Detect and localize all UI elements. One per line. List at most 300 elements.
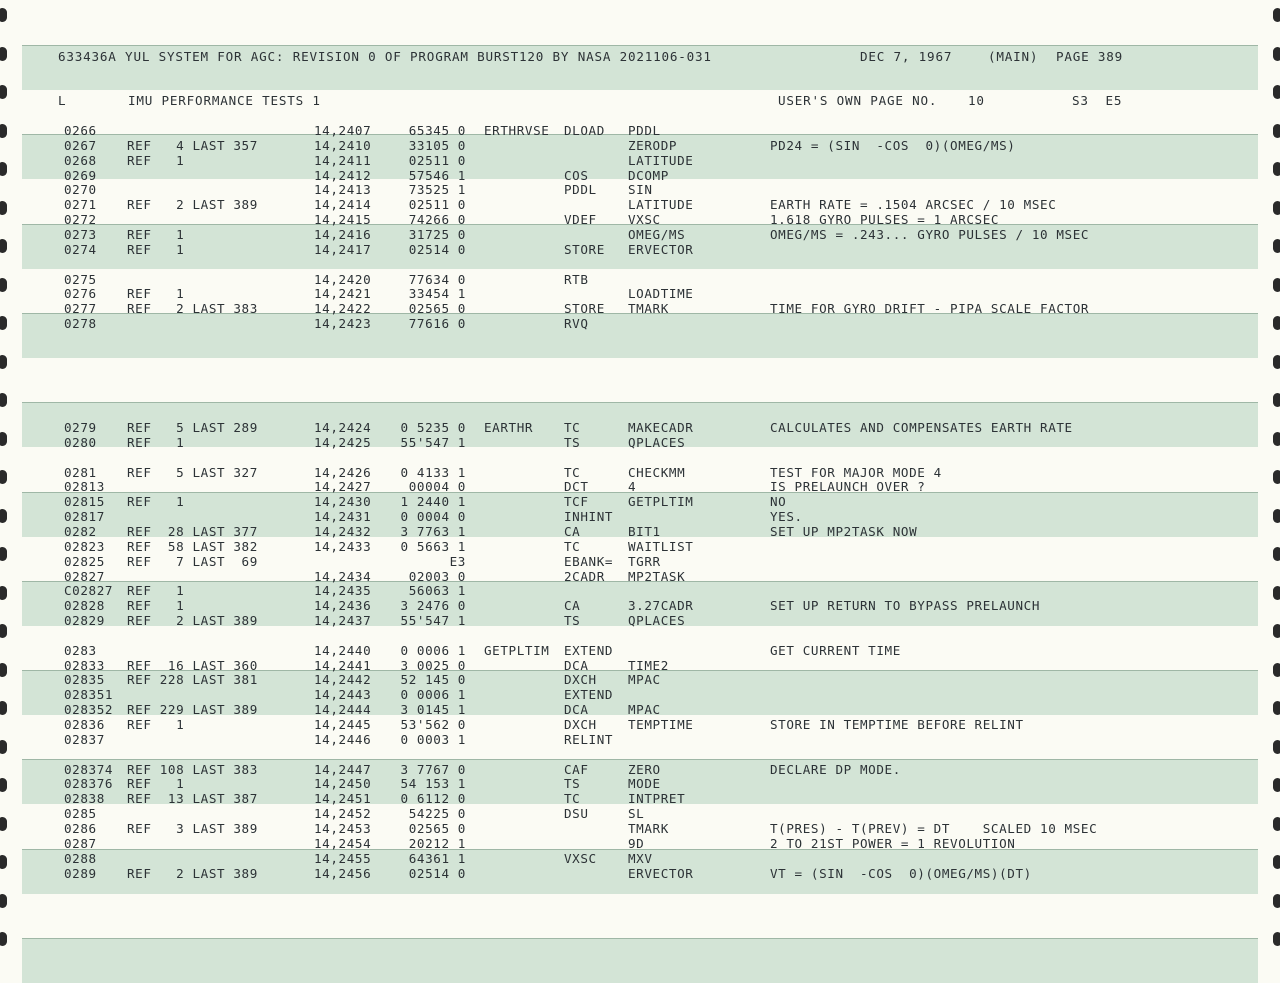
page-subheader [22, 93, 1258, 108]
row-card: 0272 [64, 212, 97, 228]
row-op: RVQ [564, 316, 589, 332]
row-operand: ZERO [628, 761, 661, 777]
row-ref: REF 2 LAST 389 [127, 865, 258, 881]
row-op: CA [564, 598, 581, 614]
listing-row [22, 242, 1258, 257]
row-ref: REF 1 [127, 598, 185, 614]
row-code: E3 [449, 553, 466, 569]
row-addr: 14,2447 [314, 761, 372, 777]
feed-hole [0, 162, 7, 176]
row-addr: 14,2420 [314, 271, 372, 287]
row-code: 77616 0 [408, 316, 466, 332]
row-addr: 14,2453 [314, 820, 372, 836]
feed-hole [1273, 932, 1280, 946]
row-card: 0268 [64, 152, 97, 168]
row-operand: LOADTIME [628, 286, 694, 302]
row-addr: 14,2442 [314, 672, 372, 688]
row-card: 02837 [64, 731, 105, 747]
row-ref: REF 1 [127, 434, 185, 450]
row-ref: REF 1 [127, 776, 185, 792]
feed-hole [0, 624, 7, 638]
row-operand: MPAC [628, 702, 661, 718]
row-card: 0267 [64, 137, 97, 153]
feed-hole [0, 124, 7, 138]
row-operand: CHECKMM [628, 464, 686, 480]
printout-page [22, 0, 1258, 959]
listing-row [22, 524, 1258, 539]
row-addr: 14,2446 [314, 731, 372, 747]
row-card: 028376 [64, 776, 114, 792]
row-code: 02511 0 [408, 152, 466, 168]
row-addr: 14,2441 [314, 657, 372, 673]
row-addr: 14,2431 [314, 509, 372, 525]
row-addr: 14,2415 [314, 212, 372, 228]
row-operand: QPLACES [628, 613, 686, 629]
row-addr: 14,2437 [314, 613, 372, 629]
row-code: 0 0003 1 [400, 731, 466, 747]
row-operand: MODE [628, 776, 661, 792]
row-label: ERTHRVSE [484, 123, 550, 138]
feed-hole [1273, 509, 1280, 523]
row-code: 0 0006 1 [400, 642, 466, 658]
row-card: 0269 [64, 167, 97, 183]
left-tractor-feed [0, 0, 16, 959]
row-comment: 1.618 GYRO PULSES = 1 ARCSEC [770, 212, 1000, 228]
users-page-number: 10 [968, 93, 985, 108]
feed-hole [1273, 124, 1280, 138]
feed-hole [0, 355, 7, 369]
listing-row [22, 361, 1258, 376]
row-code: 53'562 0 [400, 717, 466, 732]
row-op: EXTEND [564, 642, 614, 658]
feed-hole [0, 740, 7, 754]
row-operand: BIT1 [628, 523, 661, 539]
row-addr: 14,2454 [314, 835, 372, 851]
row-card: 0270 [64, 182, 97, 198]
subheader-codes: S3 E5 [1072, 93, 1123, 108]
row-addr: 14,2427 [314, 479, 372, 495]
row-op: PDDL [564, 182, 597, 198]
row-addr: 14,2424 [314, 420, 372, 435]
row-comment: 2 TO 21ST POWER = 1 REVOLUTION [770, 835, 1016, 851]
row-code: 1 2440 1 [400, 494, 466, 510]
row-op: VDEF [564, 212, 597, 228]
row-operand: WAITLIST [628, 538, 694, 554]
row-op: DSU [564, 806, 589, 822]
row-card: C02827 [64, 583, 114, 599]
row-op: VXSC [564, 850, 597, 866]
row-op: TCF [564, 494, 589, 510]
listing-row [22, 257, 1258, 272]
row-op: TC [564, 538, 581, 554]
row-ref: REF 1 [127, 226, 185, 242]
row-code: 02514 0 [408, 241, 466, 257]
row-card: 02838 [64, 791, 105, 807]
row-addr: 14,2413 [314, 182, 372, 198]
row-ref: REF 229 LAST 389 [127, 702, 258, 718]
listing-row [22, 494, 1258, 509]
row-card: 0286 [64, 820, 97, 836]
feed-hole [1273, 470, 1280, 484]
row-card: 028374 [64, 761, 114, 777]
row-code: 3 7763 1 [400, 523, 466, 539]
row-label: EARTHR [484, 420, 534, 435]
listing-row [22, 776, 1258, 791]
row-code: 0 4133 1 [400, 464, 466, 480]
row-card: 0275 [64, 271, 97, 287]
row-ref: REF 1 [127, 583, 185, 599]
listing-row [22, 375, 1258, 390]
row-operand: 3.27CADR [628, 598, 694, 614]
listing-row [22, 509, 1258, 524]
row-card: 0287 [64, 835, 97, 851]
feed-hole [0, 239, 7, 253]
row-comment: EARTH RATE = .1504 ARCSEC / 10 MSEC [770, 197, 1057, 213]
row-op: EXTEND [564, 687, 614, 703]
row-ref: REF 5 LAST 289 [127, 420, 258, 435]
row-op: TC [564, 464, 581, 480]
row-code: 02514 0 [408, 865, 466, 881]
row-card: 0282 [64, 523, 97, 539]
row-operand: GETPLTIM [628, 494, 694, 510]
listing-row [22, 123, 1258, 138]
row-operand: TIME2 [628, 657, 669, 673]
row-addr: 14,2425 [314, 434, 372, 450]
listing-row [22, 762, 1258, 777]
row-code: 02565 0 [408, 301, 466, 317]
listing-row [22, 346, 1258, 361]
listing-row [22, 182, 1258, 197]
feed-hole [0, 586, 7, 600]
feed-hole [0, 470, 7, 484]
row-ref: REF 7 LAST 69 [127, 553, 258, 569]
listing-row [22, 821, 1258, 836]
row-code: 3 7767 0 [400, 761, 466, 777]
feed-hole [0, 663, 7, 677]
users-page-label: USER'S OWN PAGE NO. [778, 93, 938, 108]
row-card: 02815 [64, 494, 105, 510]
row-card: 0279 [64, 420, 97, 435]
row-ref: REF 28 LAST 377 [127, 523, 258, 539]
row-op: STORE [564, 241, 605, 257]
listing-row [22, 435, 1258, 450]
feed-hole [1273, 85, 1280, 99]
row-card: 02813 [64, 479, 105, 495]
row-comment: VT = (SIN -COS 0)(OMEG/MS)(DT) [770, 865, 1032, 881]
right-tractor-feed [1264, 0, 1280, 959]
feed-hole [1273, 663, 1280, 677]
feed-hole [0, 701, 7, 715]
listing-row [22, 806, 1258, 821]
row-op: RELINT [564, 731, 614, 747]
row-comment: PD24 = (SIN -COS 0)(OMEG/MS) [770, 137, 1016, 153]
row-ref: REF 1 [127, 494, 185, 510]
listing-row [22, 420, 1258, 435]
listing-row [22, 613, 1258, 628]
row-addr: 14,2444 [314, 702, 372, 718]
row-addr: 14,2411 [314, 152, 372, 168]
row-op: INHINT [564, 509, 614, 525]
row-operand: MXV [628, 850, 653, 866]
row-comment: SET UP MP2TASK NOW [770, 523, 918, 539]
row-code: 20212 1 [408, 835, 466, 851]
row-code: 54 153 1 [400, 776, 466, 792]
row-operand: QPLACES [628, 434, 686, 450]
row-card: 028351 [64, 687, 114, 703]
row-op: RTB [564, 271, 589, 287]
feed-hole [0, 509, 7, 523]
row-code: 54225 0 [408, 806, 466, 822]
listing-row [22, 836, 1258, 851]
row-operand: 9D [628, 835, 645, 851]
row-code: 65345 0 [408, 123, 466, 138]
row-ref: REF 5 LAST 327 [127, 464, 258, 480]
listing-row [22, 301, 1258, 316]
row-card: 0281 [64, 464, 97, 480]
row-ref: REF 4 LAST 357 [127, 137, 258, 153]
feed-hole [1273, 894, 1280, 908]
row-addr: 14,2432 [314, 523, 372, 539]
row-card: 02835 [64, 672, 105, 688]
feed-hole [1273, 162, 1280, 176]
listing-row [22, 554, 1258, 569]
row-card: 0276 [64, 286, 97, 302]
row-operand: LATITUDE [628, 152, 694, 168]
row-code: 77634 0 [408, 271, 466, 287]
feed-hole [1273, 393, 1280, 407]
row-addr: 14,2455 [314, 850, 372, 866]
feed-hole [0, 393, 7, 407]
feed-hole [0, 278, 7, 292]
row-card: 0266 [64, 123, 97, 138]
row-card: 0273 [64, 226, 97, 242]
row-comment: TEST FOR MAJOR MODE 4 [770, 464, 942, 480]
row-card: 028352 [64, 702, 114, 718]
listing-row [22, 687, 1258, 702]
feed-hole [0, 855, 7, 869]
row-addr: 14,2407 [314, 123, 372, 138]
row-ref: REF 108 LAST 383 [127, 761, 258, 777]
row-code: 33105 0 [408, 137, 466, 153]
row-label: GETPLTIM [484, 642, 550, 658]
row-comment: T(PRES) - T(PREV) = DT SCALED 10 MSEC [770, 820, 1098, 836]
listing-row [22, 316, 1258, 331]
row-addr: 14,2445 [314, 717, 372, 732]
listing-row [22, 658, 1258, 673]
listing-row [22, 331, 1258, 346]
row-addr: 14,2433 [314, 538, 372, 554]
listing-row [22, 851, 1258, 866]
feed-hole [1273, 47, 1280, 61]
row-operand: SIN [628, 182, 653, 198]
row-comment: NO [770, 494, 787, 510]
row-addr: 14,2443 [314, 687, 372, 703]
feed-hole [0, 778, 7, 792]
listing-row [22, 390, 1258, 405]
row-ref: REF 2 LAST 389 [127, 613, 258, 629]
feed-hole [1273, 239, 1280, 253]
listing-row [22, 583, 1258, 598]
row-addr: 14,2422 [314, 301, 372, 317]
row-op: TC [564, 791, 581, 807]
row-card: 0278 [64, 316, 97, 332]
row-addr: 14,2416 [314, 226, 372, 242]
row-card: 02827 [64, 568, 105, 584]
row-addr: 14,2423 [314, 316, 372, 332]
row-operand: 4 [628, 479, 637, 495]
listing-row [22, 153, 1258, 168]
row-ref: REF 3 LAST 389 [127, 820, 258, 836]
row-code: 74266 0 [408, 212, 466, 228]
row-code: 0 0006 1 [400, 687, 466, 703]
listing-row [22, 405, 1258, 420]
listing-row [22, 747, 1258, 762]
row-card: 02817 [64, 509, 105, 525]
feed-hole [0, 432, 7, 446]
row-addr: 14,2440 [314, 642, 372, 658]
green-bar [22, 938, 1258, 983]
feed-hole [1273, 355, 1280, 369]
row-operand: TEMPTIME [628, 717, 694, 732]
feed-hole [0, 817, 7, 831]
row-operand: ZERODP [628, 137, 678, 153]
row-addr: 14,2450 [314, 776, 372, 792]
row-addr: 14,2451 [314, 791, 372, 807]
row-addr: 14,2452 [314, 806, 372, 822]
feed-hole [0, 932, 7, 946]
feed-hole [1273, 547, 1280, 561]
listing-row [22, 197, 1258, 212]
row-ref: REF 228 LAST 381 [127, 672, 258, 688]
listing-row [22, 539, 1258, 554]
row-operand: PDDL [628, 123, 661, 138]
page-header [22, 49, 1258, 64]
row-op: STORE [564, 301, 605, 317]
row-comment: YES. [770, 509, 803, 525]
listing-row [22, 643, 1258, 658]
row-addr: 14,2436 [314, 598, 372, 614]
row-code: 0 0004 0 [400, 509, 466, 525]
row-op: DXCH [564, 672, 597, 688]
listing-row [22, 702, 1258, 717]
row-code: 0 5663 1 [400, 538, 466, 554]
row-op: DXCH [564, 717, 597, 732]
row-comment: TIME FOR GYRO DRIFT - PIPA SCALE FACTOR [770, 301, 1090, 317]
feed-hole [0, 547, 7, 561]
header-section: (MAIN) [988, 49, 1039, 64]
row-card: 02823 [64, 538, 105, 554]
row-code: 02511 0 [408, 197, 466, 213]
row-ref: REF 16 LAST 360 [127, 657, 258, 673]
row-code: 56063 1 [408, 583, 466, 599]
listing-row [22, 866, 1258, 881]
row-card: 02833 [64, 657, 105, 673]
row-card: 02829 [64, 613, 105, 629]
row-addr: 14,2430 [314, 494, 372, 510]
row-code: 55'547 1 [400, 613, 466, 629]
row-addr: 14,2414 [314, 197, 372, 213]
row-operand: MAKECADR [628, 420, 694, 435]
feed-hole [1273, 278, 1280, 292]
row-operand: INTPRET [628, 791, 686, 807]
row-comment: STORE IN TEMPTIME BEFORE RELINT [770, 717, 1024, 732]
row-code: 31725 0 [408, 226, 466, 242]
feed-hole [0, 85, 7, 99]
row-addr: 14,2456 [314, 865, 372, 881]
row-comment: DECLARE DP MODE. [770, 761, 901, 777]
feed-hole [0, 201, 7, 215]
row-operand: ERVECTOR [628, 241, 694, 257]
feed-hole [1273, 624, 1280, 638]
row-op: DCT [564, 479, 589, 495]
row-operand: LATITUDE [628, 197, 694, 213]
row-addr: 14,2426 [314, 464, 372, 480]
listing-row [22, 479, 1258, 494]
row-operand: TGRR [628, 553, 661, 569]
header-date: DEC 7, 1967 [860, 49, 953, 64]
row-ref: REF 1 [127, 241, 185, 257]
listing-row [22, 569, 1258, 584]
row-operand: SL [628, 806, 645, 822]
row-op: COS [564, 167, 589, 183]
row-card: 02825 [64, 553, 105, 569]
row-ref: REF 1 [127, 717, 185, 732]
row-comment: GET CURRENT TIME [770, 642, 901, 658]
row-operand: MP2TASK [628, 568, 686, 584]
row-card: 0274 [64, 241, 97, 257]
row-addr: 14,2434 [314, 568, 372, 584]
row-code: 00004 0 [408, 479, 466, 495]
row-operand: ERVECTOR [628, 865, 694, 881]
row-card: 0289 [64, 865, 97, 881]
row-addr: 14,2421 [314, 286, 372, 302]
row-comment: IS PRELAUNCH OVER ? [770, 479, 926, 495]
row-addr: 14,2417 [314, 241, 372, 257]
row-ref: REF 2 LAST 389 [127, 197, 258, 213]
feed-hole [1273, 201, 1280, 215]
row-op: CAF [564, 761, 589, 777]
row-op: TS [564, 613, 581, 629]
row-code: 02003 0 [408, 568, 466, 584]
feed-hole [1273, 778, 1280, 792]
row-card: 0288 [64, 850, 97, 866]
row-comment: SET UP RETURN TO BYPASS PRELAUNCH [770, 598, 1041, 614]
row-op: TS [564, 434, 581, 450]
row-comment: CALCULATES AND COMPENSATES EARTH RATE [770, 420, 1073, 435]
row-addr: 14,2412 [314, 167, 372, 183]
feed-hole [1273, 817, 1280, 831]
row-code: 0 5235 0 [400, 420, 466, 435]
listing-row [22, 628, 1258, 643]
row-ref: REF 2 LAST 383 [127, 301, 258, 317]
header-title: 633436A YUL SYSTEM FOR AGC: REVISION 0 OF PROGRAM BURST120 BY NASA 2021106-031 [58, 49, 712, 64]
feed-hole [1273, 855, 1280, 869]
row-card: 0285 [64, 806, 97, 822]
row-op: CA [564, 523, 581, 539]
row-card: 0277 [64, 301, 97, 317]
row-operand: VXSC [628, 212, 661, 228]
row-code: 3 2476 0 [400, 598, 466, 614]
listing-row [22, 212, 1258, 227]
row-card: 02836 [64, 717, 105, 732]
listing-row [22, 227, 1258, 242]
row-comment: OMEG/MS = .243... GYRO PULSES / 10 MSEC [770, 226, 1090, 242]
feed-hole [0, 894, 7, 908]
feed-hole [0, 47, 7, 61]
row-card: 0280 [64, 434, 97, 450]
feed-hole [1273, 701, 1280, 715]
row-op: DCA [564, 657, 589, 673]
